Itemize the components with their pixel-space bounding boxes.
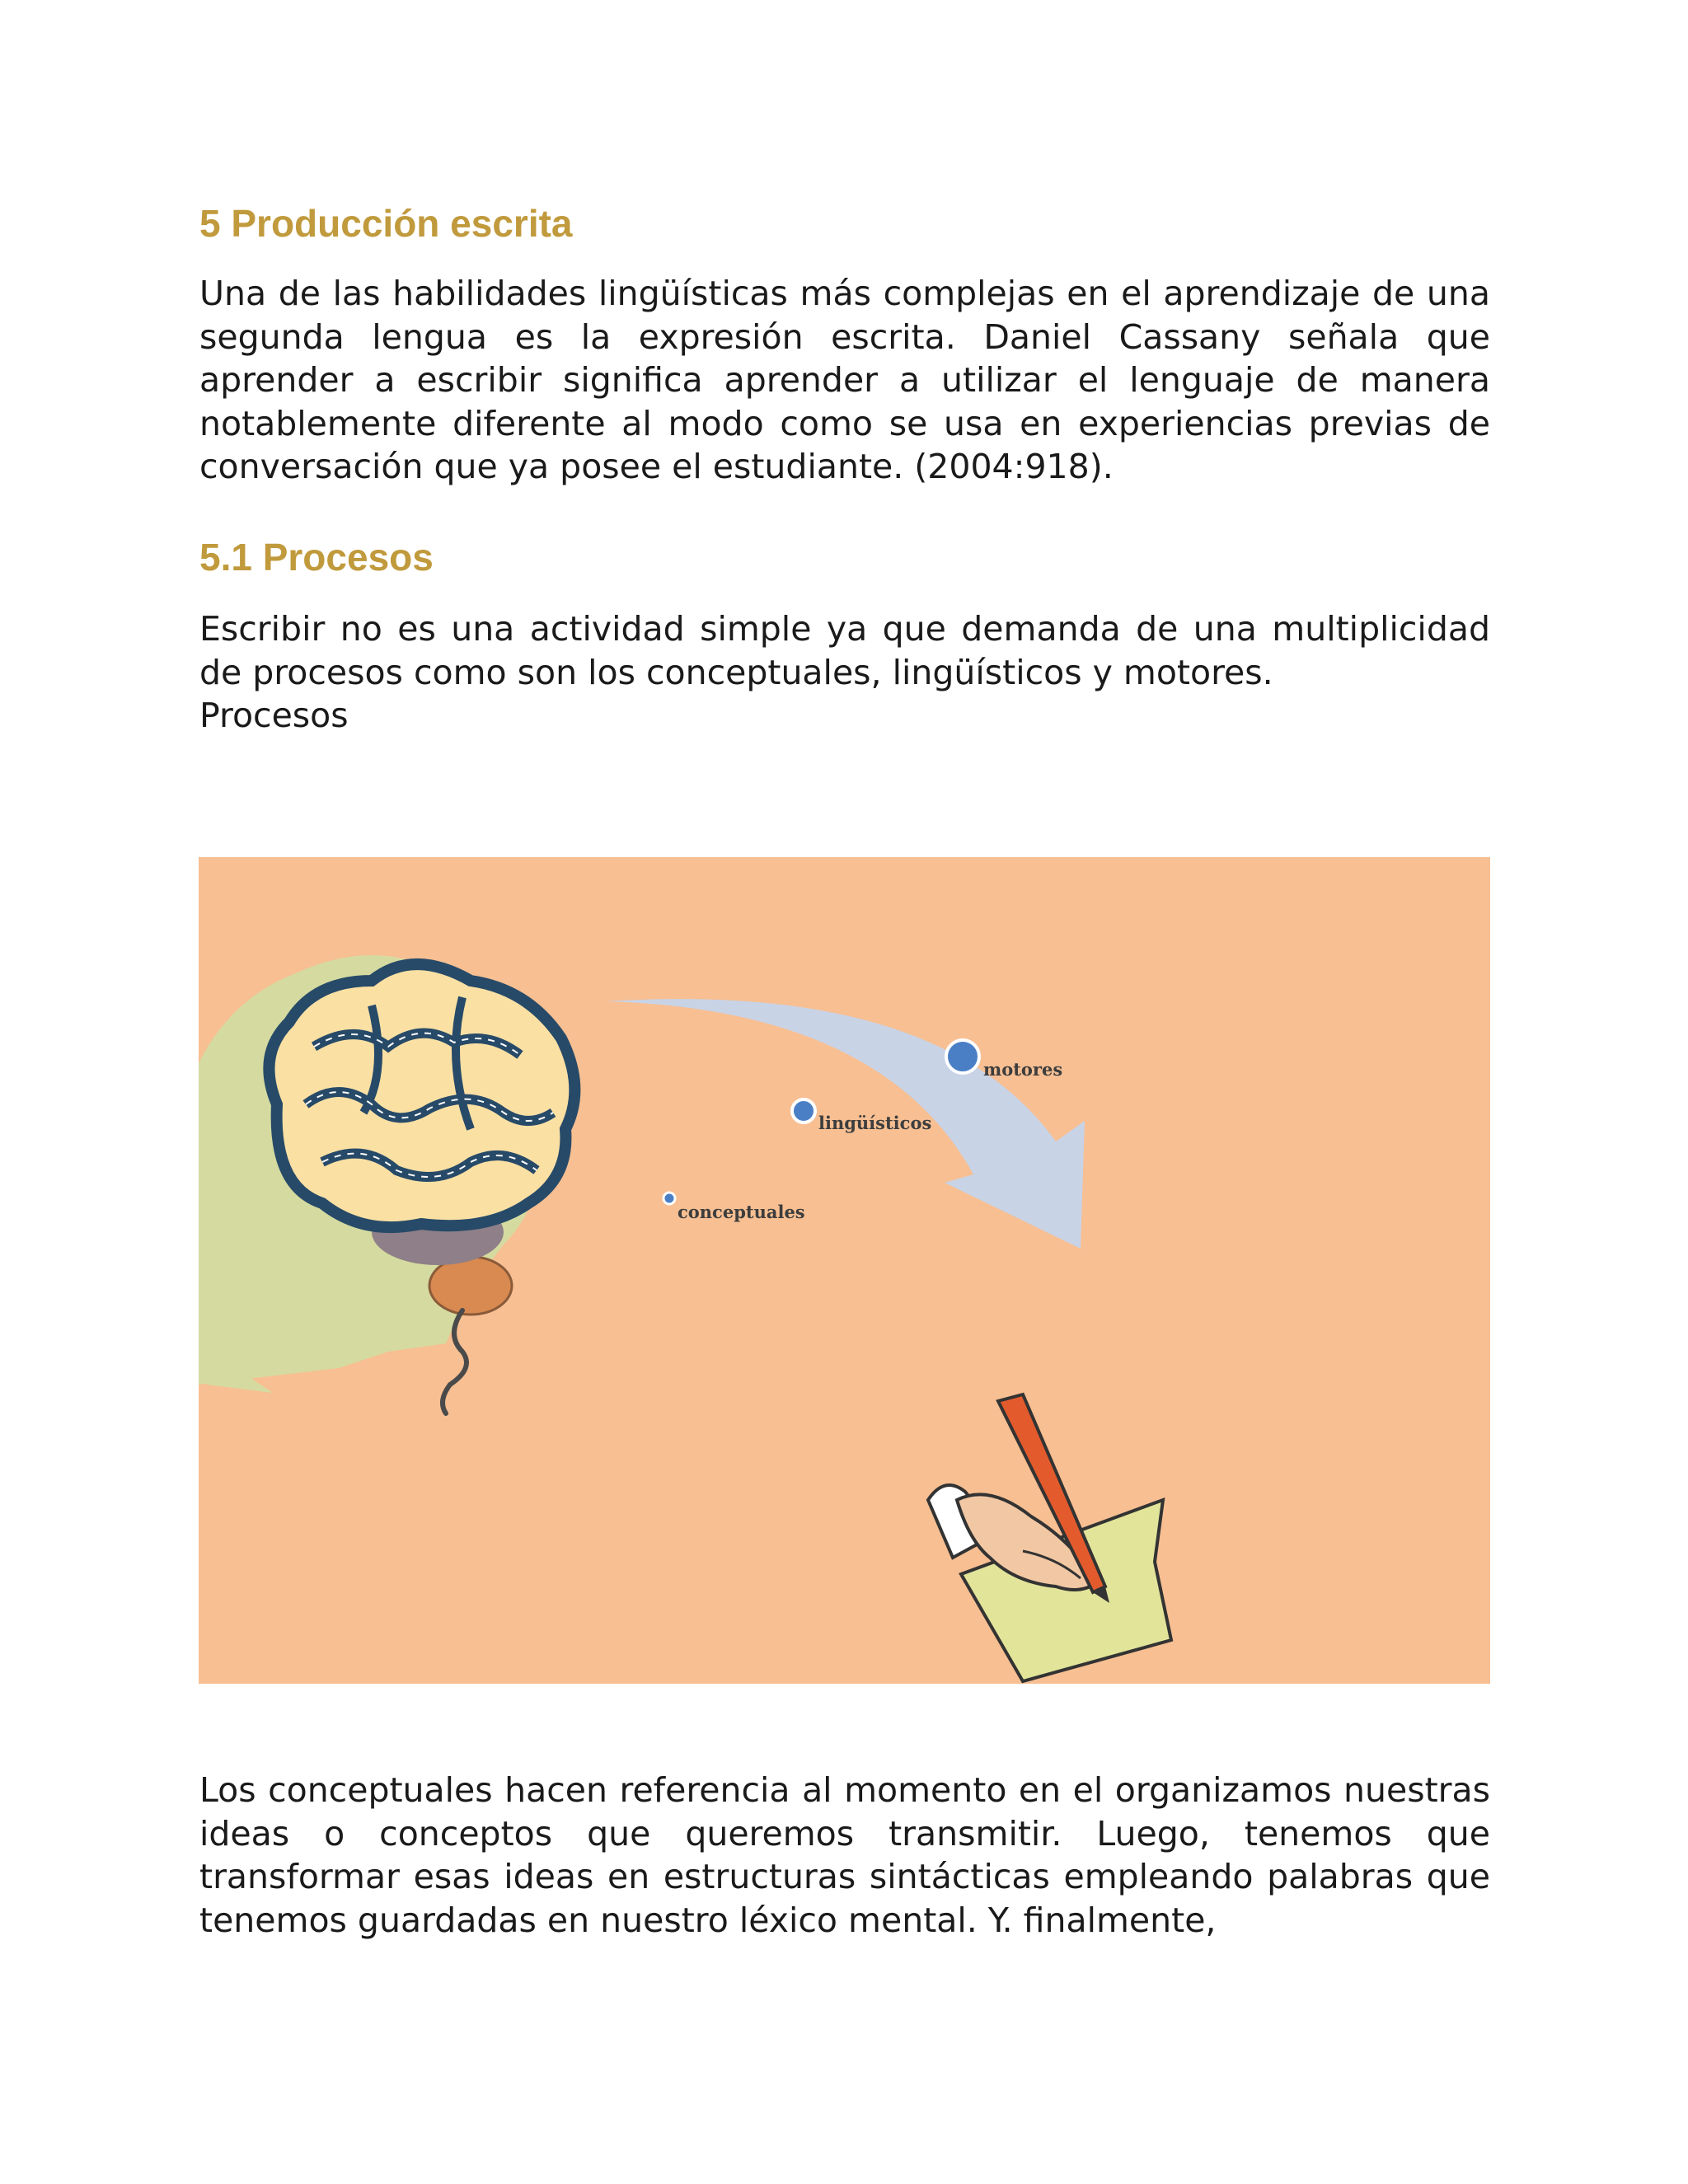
- linguisticos-marker: [792, 1099, 931, 1133]
- linguisticos-label: lingüísticos: [818, 1113, 932, 1133]
- figure-caption: Procesos: [199, 696, 349, 735]
- conceptuales-marker: [663, 1193, 805, 1222]
- motores-dot: [946, 1040, 979, 1073]
- brain-stem: [429, 1257, 512, 1315]
- motores-marker: [946, 1040, 1062, 1080]
- subsection-body: [199, 607, 1490, 694]
- conceptuales-dot: [663, 1193, 675, 1204]
- closing-paragraph: Los conceptuales hacen referencia al momento en el organizamos nuestras ideas o conceptos que queremos transmitir. Luego, tenemos que transformar esas ideas en estructuras sintácticas empleando palabras que tenemos guardadas en nuestro léxico mental. Y. finalmente,: [199, 1770, 1490, 1940]
- processes-paragraph: Escribir no es una actividad simple ya que demanda de una multiplicidad de procesos como son los conceptuales, lingüísticos y motores.: [199, 609, 1490, 692]
- subsection-title: 5.1 Procesos: [199, 536, 434, 579]
- section-heading: [199, 200, 1490, 246]
- writing-hand-icon: [928, 1394, 1109, 1603]
- closing-block: [199, 1769, 1490, 1942]
- subsection-heading: [199, 534, 1490, 580]
- intro-paragraph: Una de las habilidades lingüísticas más complejas en el aprendizaje de una segunda lengua es la expresión escrita. Daniel Cassany señala que aprender a escribir significa aprender a utilizar el lenguaje de manera notablemente diferente al modo como se usa en experiencias previas de conversación que ya posee el estudiante. (2004:918).: [199, 274, 1490, 486]
- section-body: [199, 272, 1490, 489]
- linguisticos-dot: [792, 1099, 815, 1122]
- section-title: 5 Producción escrita: [199, 202, 573, 245]
- brain-icon: [269, 964, 574, 1227]
- processes-illustration: [199, 857, 1490, 1684]
- figure-caption-block: [199, 694, 1490, 738]
- motores-label: motores: [983, 1059, 1063, 1080]
- illustration-canvas: [199, 857, 1490, 1684]
- conceptuales-label: conceptuales: [678, 1202, 805, 1222]
